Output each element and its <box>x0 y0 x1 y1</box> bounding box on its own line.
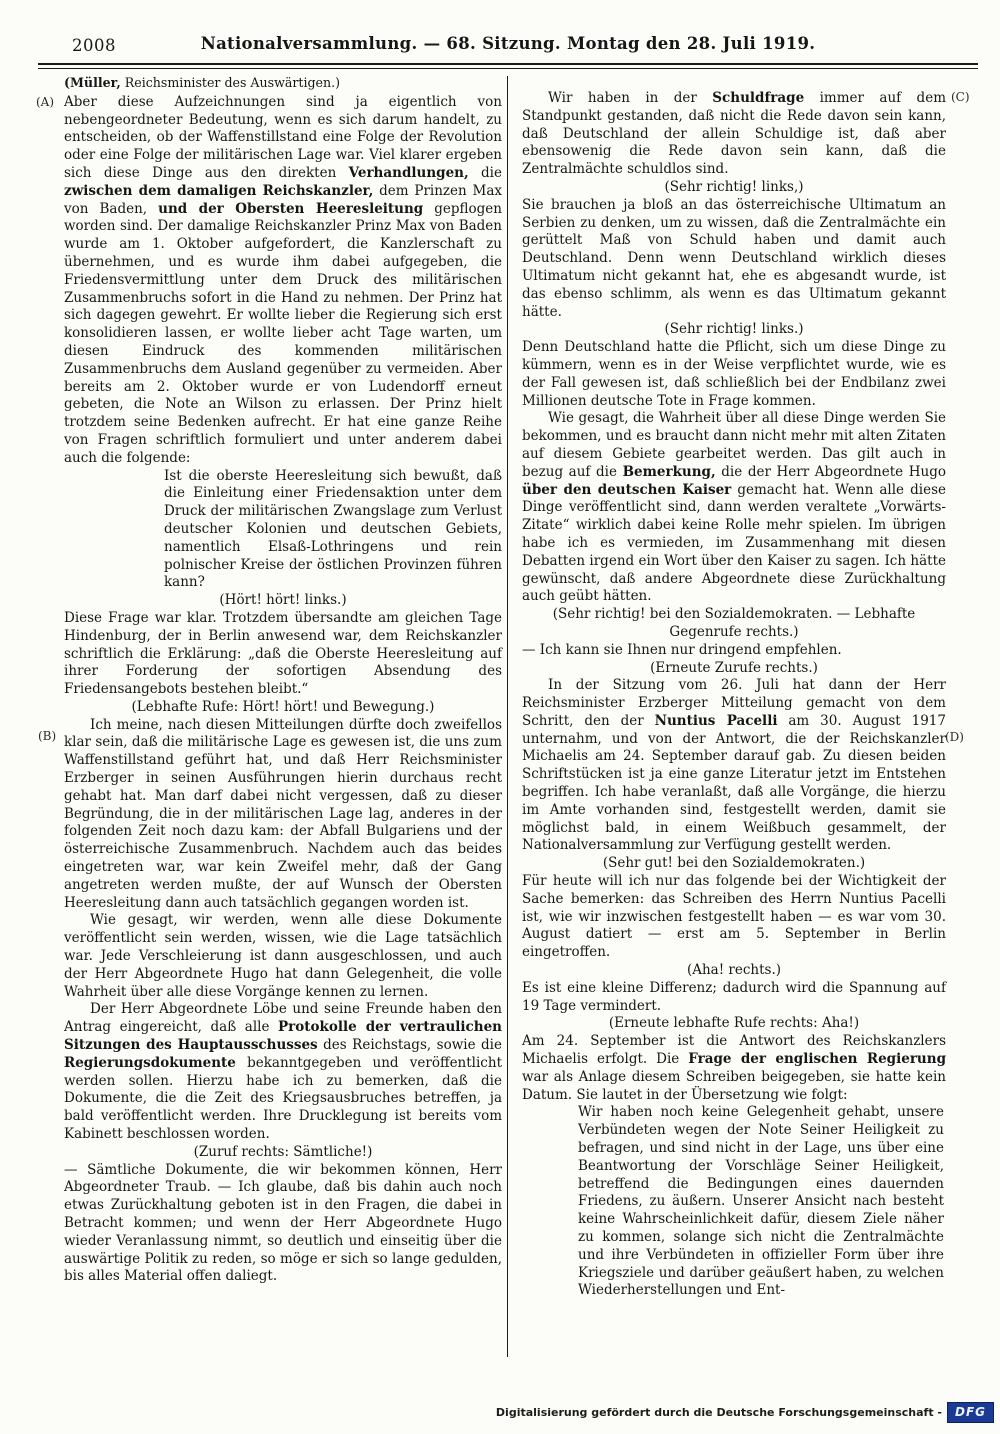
paragraph <box>64 717 502 913</box>
stage-direction <box>522 660 946 678</box>
column-divider-rule <box>507 76 508 1357</box>
text-run: die der Herr Abgeordnete Hugo <box>715 463 946 480</box>
emphasized-text: Schuldfrage <box>712 90 805 106</box>
text-run: Ist die oberste Heeresleitung sich bewußt, daß die Einleitung einer Friedensaktion unter dem Druck der militärischen Zwangslage zum Verlust deutscher Kolonien und deutschen Gebiets, namentlich Elsaß-Lothringens und rein polnischer Kreise der östlichen Provinzen führen kann? <box>164 467 502 591</box>
text-run: Wir haben in der <box>548 90 713 106</box>
text-run: Wie gesagt, die Wahrheit über all diese Dinge werden Sie bekommen, und es braucht dann nicht mehr mit alten Zitaten auf diesem Gebiete gearbeitet werden. Das gilt auch in bezug auf die <box>522 410 946 480</box>
stage-direction <box>522 606 946 642</box>
emphasized-text: Nuntius Pacelli <box>654 712 778 729</box>
emphasized-text: Verhandlungen, <box>348 164 469 181</box>
dfg-logo: DFG <box>947 1402 994 1423</box>
emphasized-text: über den deutschen Kaiser <box>522 481 732 498</box>
text-run: (Zuruf rechts: Sämtliche!) <box>193 1143 373 1160</box>
paragraph <box>522 1033 946 1104</box>
left-text-column <box>64 74 502 1286</box>
paragraph <box>522 339 946 410</box>
text-run: (Sehr richtig! links.) <box>664 321 804 338</box>
text-run: (Sehr gut! bei den Sozialdemokraten.) <box>602 855 866 872</box>
stage-direction <box>522 179 946 197</box>
stage-direction <box>522 962 946 980</box>
emphasized-text: zwischen dem damaligen Reichskanzler, <box>64 182 374 199</box>
block-quote <box>578 1104 944 1300</box>
text-run: (Erneute lebhafte Rufe rechts: Aha!) <box>608 1015 860 1032</box>
stage-direction <box>522 855 946 873</box>
emphasized-text: ( <box>64 75 70 90</box>
paragraph <box>64 610 502 699</box>
text-run: (Lebhafte Rufe: Hört! hört! und Bewegung.) <box>131 698 435 715</box>
text-run: Reichsminister des Auswärtigen.) <box>120 75 341 90</box>
text-run: Diese Frage war klar. Trotzdem übersandte am gleichen Tage Hindenburg, der in Berlin anwesend war, dem Reichskanzler schriftlich die Erklärung: „daß die Oberste Heeresleitung auf ihrer Forderung der sofortigen Absendung des Friedensangebots bestehen bleibt.“ <box>64 609 502 698</box>
emphasized-text: Bemerkung, <box>622 463 716 480</box>
stage-direction <box>64 592 502 610</box>
speaker-note <box>64 74 502 92</box>
text-run: war als Anlage diesem Schreiben beigegeben, sie hatte kein Datum. Sie lautet in der Übersetzung wie folgt: <box>522 1068 946 1103</box>
emphasized-text: Müller, <box>69 75 121 90</box>
text-run: (Sehr richtig! links,) <box>664 178 804 195</box>
paragraph <box>522 197 946 322</box>
digitization-credit-text: Digitalisierung gefördert durch die Deutsche Forschungsgemeinschaft - <box>495 1406 942 1419</box>
text-run: Für heute will ich nur das folgende bei der Wichtigkeit der Sache bemerken: das Schreiben des Herrn Nuntius Pacelli ist, wie wir inzwischen festgestellt haben — es war vom 30. August datiert — erst am 5. September in Berlin eingetroffen. <box>522 873 946 961</box>
text-run: In der Sitzung vom 26. Juli hat dann der Herr Reichsminister Erzberger Mitteilung gemacht von dem Schritt, den der <box>522 677 946 729</box>
paragraph <box>64 94 502 468</box>
paragraph <box>522 642 946 660</box>
text-run: immer auf dem Standpunkt gestanden, daß nicht die Rede davon sein kann, daß Deutschland der allein Schuldige ist, daß aber ebensowenig die Rede davon sein kann, daß die Zentralmächte schuldlos sind. <box>522 90 946 178</box>
stage-direction <box>522 1015 946 1033</box>
page-header-title: Nationalversammlung. — 68. Sitzung. Montag den 28. Juli 1919. <box>200 34 816 53</box>
text-run: Der Herr Abgeordnete Löbe und seine Freunde haben den Antrag eingereicht, daß alle <box>64 1001 502 1036</box>
paragraph <box>64 1162 502 1287</box>
text-run: am 30. August 1917 unternahm, und von der Antwort, die der Reichskanzler Michaelis am 24. September darauf gab. Zu diesen beiden Schriftstücken ist ja eine ganze Literatur jetzt im Entstehen begriffen. Ich habe veranlaßt, daß alle Vorgänge, die hierzu im Amte vorhanden sind, festgestellt werden, damit sie möglichst bald, in einem Weißbuch gesammelt, der Nationalversammlung zur Verfügung gestellt werden. <box>522 712 946 854</box>
text-run: bekanntgegeben und veröffentlicht werden sollen. Hierzu habe ich zu bemerken, daß die Dokumente, die die Zeit des Kriegsausbruches betreffen, ja bald veröffentlicht werden. Ihre Drucklegung ist bereits vom Kabinett beschlossen worden. <box>64 1054 502 1143</box>
text-run: dem Prinzen Max von Baden, <box>64 182 502 217</box>
text-run: Wir haben noch keine Gelegenheit gehabt, unsere Verbündeten wegen der Note Seiner Heiligkeit zu befragen, und sind nicht in der Lage, uns über eine Beantwortung der Vorschläge Seiner Heiligkeit, betreffend die Bedingungen eines dauernden Friedens, zu äußern. Unserer Ansicht nach besteht keine Wahrscheinlichkeit dafür, diesem Ziele näher zu kommen, solange sich nicht die Zentralmächte und ihre Verbündeten in offizieller Form über ihre Kriegsziele und darüber geäußert haben, zu welchen Wiederherstellungen und Ent- <box>578 1104 944 1299</box>
block-quote <box>164 468 502 593</box>
digitization-footer <box>496 1402 994 1423</box>
margin-marker-a: (A) <box>36 95 55 109</box>
text-run: Wie gesagt, wir werden, wenn alle diese Dokumente veröffentlicht sein werden, wissen, wie die Lage tatsächlich war. Jede Verschleierung ist dann ausgeschlossen, und auch der Herr Abgeordnete Hugo hat dann Gelegenheit, die volle Wahrheit über alle diese Vorgänge kennen zu lernen. <box>64 912 502 1000</box>
margin-marker-d: (D) <box>945 730 964 744</box>
paragraph <box>64 1001 502 1143</box>
text-run: gepflogen worden sind. Der damalige Reichskanzler Prinz Max von Baden wurde am 1. Oktober aufgefordert, die Kanzlerschaft zu übernehmen, und es wurde ihm dabei aufgegeben, die Friedensvermittlung unter dem Druck des militärischen Zusammenbruchs sofort in die Hand zu nehmen. Der Prinz hat sich dagegen gewehrt. Er wollte lieber die Regierung sich erst konsolidieren lassen, er wollte lieber acht Tage warten, um diesen Eindruck des kommenden militärischen Zusammenbruchs dem Ausland gegenüber zu vermeiden. Aber bereits am 2. Oktober wurde er von Ludendorff erneut gebeten, die Note an Wilson zu erlassen. Der Prinz hielt trotzdem seine Bedenken aufrecht. Er hat eine ganze Reihe von Fragen schriftlich formuliert und unter anderem dabei auch die folgende: <box>64 200 502 466</box>
text-run: gemacht hat. Wenn alle diese Dinge veröffentlicht sind, dann werden veraltete „Vorwärts-Zitate“ wirklich dabei keine Rolle mehr spielen. Im übrigen habe ich es vermieden, im Zusammenhang mit diesen Debatten irgend ein Wort über den Kaiser zu sagen. Ich hätte gewünscht, daß andere Abgeordnete diese Zurückhaltung auch geübt hätten. <box>522 481 946 605</box>
text-run: des Reichstags, sowie die <box>317 1037 502 1054</box>
text-run: Ich meine, nach diesen Mitteilungen dürfte doch zweifellos klar sein, daß die militärische Lage es gewesen ist, die uns zum Waffenstillstand geführt hat, und daß Herr Reichsminister Erzberger in seinen Ausführungen hierin durchaus recht gehabt hat. Man darf dabei nicht vergessen, daß zu dieser Begründung, die in der militärischen Lage lag, anderes in der folgenden Zeit noch dazu kam: der Abfall Bulgariens und der österreichische Zusammenbruch. Nachdem auch das beides eingetreten war, war kein Zweifel mehr, daß der Gang angetreten werden mußte, der auf Wunsch der Obersten Heeresleitung dann auch tatsächlich gegangen worden ist. <box>64 716 502 911</box>
header-double-rule <box>38 63 978 69</box>
paragraph <box>522 90 946 179</box>
text-run: — Ich kann sie Ihnen nur dringend empfehlen. <box>522 641 842 658</box>
stage-direction <box>522 321 946 339</box>
text-run: Aber diese Aufzeichnungen sind ja eigentlich von nebengeordneter Bedeutung, wenn es sich darum handelt, zu entscheiden, ob der Waffenstillstand eine Folge der Revolution oder eine Folge der militärischen Lage war. Viel klarer ergeben sich diese Dinge aus den direkten <box>64 93 502 181</box>
text-run: (Sehr richtig! bei den Sozialdemokraten. — Lebhafte Gegenrufe rechts.) <box>552 606 916 640</box>
paragraph <box>522 677 946 855</box>
text-run: (Erneute Zurufe rechts.) <box>650 659 818 676</box>
text-run: Denn Deutschland hatte die Pflicht, sich um diese Dinge zu kümmern, wenn es in der Weise verpflichtet wurde, wie es der Fall gewesen ist, daß schließlich bei der Endbilanz zwei Millionen deutsche Tote in Frage kommen. <box>522 339 946 409</box>
text-run: Sie brauchen ja bloß an das österreichische Ultimatum an Serbien zu denken, um zu wissen, daß die Zentralmächte ein gerüttelt Maß von Schuld haben und damit auch Deutschland. Denn wenn Deutschland wirklich dieses Ultimatum nicht gekannt hat, ehe es abgesandt wurde, ist das ebenso schlimm, als wenn es das Ultimatum gekannt hätte. <box>522 196 946 320</box>
paragraph <box>522 410 946 606</box>
text-run: die <box>468 164 502 181</box>
emphasized-text: Protokolle der vertraulichen Sitzungen des Hauptausschusses <box>64 1019 502 1054</box>
emphasized-text: Regierungsdokumente <box>64 1054 236 1071</box>
text-run: — Sämtliche Dokumente, die wir bekommen können, Herr Abgeordneter Traub. — Ich glaube, daß bis dahin auch noch etwas Zurückhaltung geboten ist in den Fragen, die dabei in Betracht kommen; und wenn der Herr Abgeordnete Hugo wieder Veranlassung nimmt, so deutlich und einseitig über die auswärtige Politik zu reden, so möge er sich so lange gedulden, bis alles Material offen daliegt. <box>64 1161 502 1285</box>
paragraph <box>522 873 946 962</box>
text-run: Es ist eine kleine Differenz; dadurch wird die Spannung auf 19 Tage vermindert. <box>522 979 946 1014</box>
paragraph <box>64 912 502 1001</box>
emphasized-text: Frage der englischen Regierung <box>688 1051 947 1068</box>
text-run: (Aha! rechts.) <box>686 962 782 979</box>
right-text-column <box>522 90 946 1300</box>
stage-direction <box>64 699 502 717</box>
stage-direction <box>64 1144 502 1162</box>
margin-marker-c: (C) <box>951 90 970 104</box>
paragraph <box>522 980 946 1016</box>
margin-marker-b: (B) <box>38 729 57 743</box>
text-run: Am 24. September ist die Antwort des Reichskanzlers Michaelis erfolgt. Die <box>522 1033 946 1068</box>
page-number: 2008 <box>72 36 116 55</box>
emphasized-text: und der Obersten Heeresleitung <box>158 200 424 217</box>
text-run: (Hört! hört! links.) <box>219 592 347 609</box>
